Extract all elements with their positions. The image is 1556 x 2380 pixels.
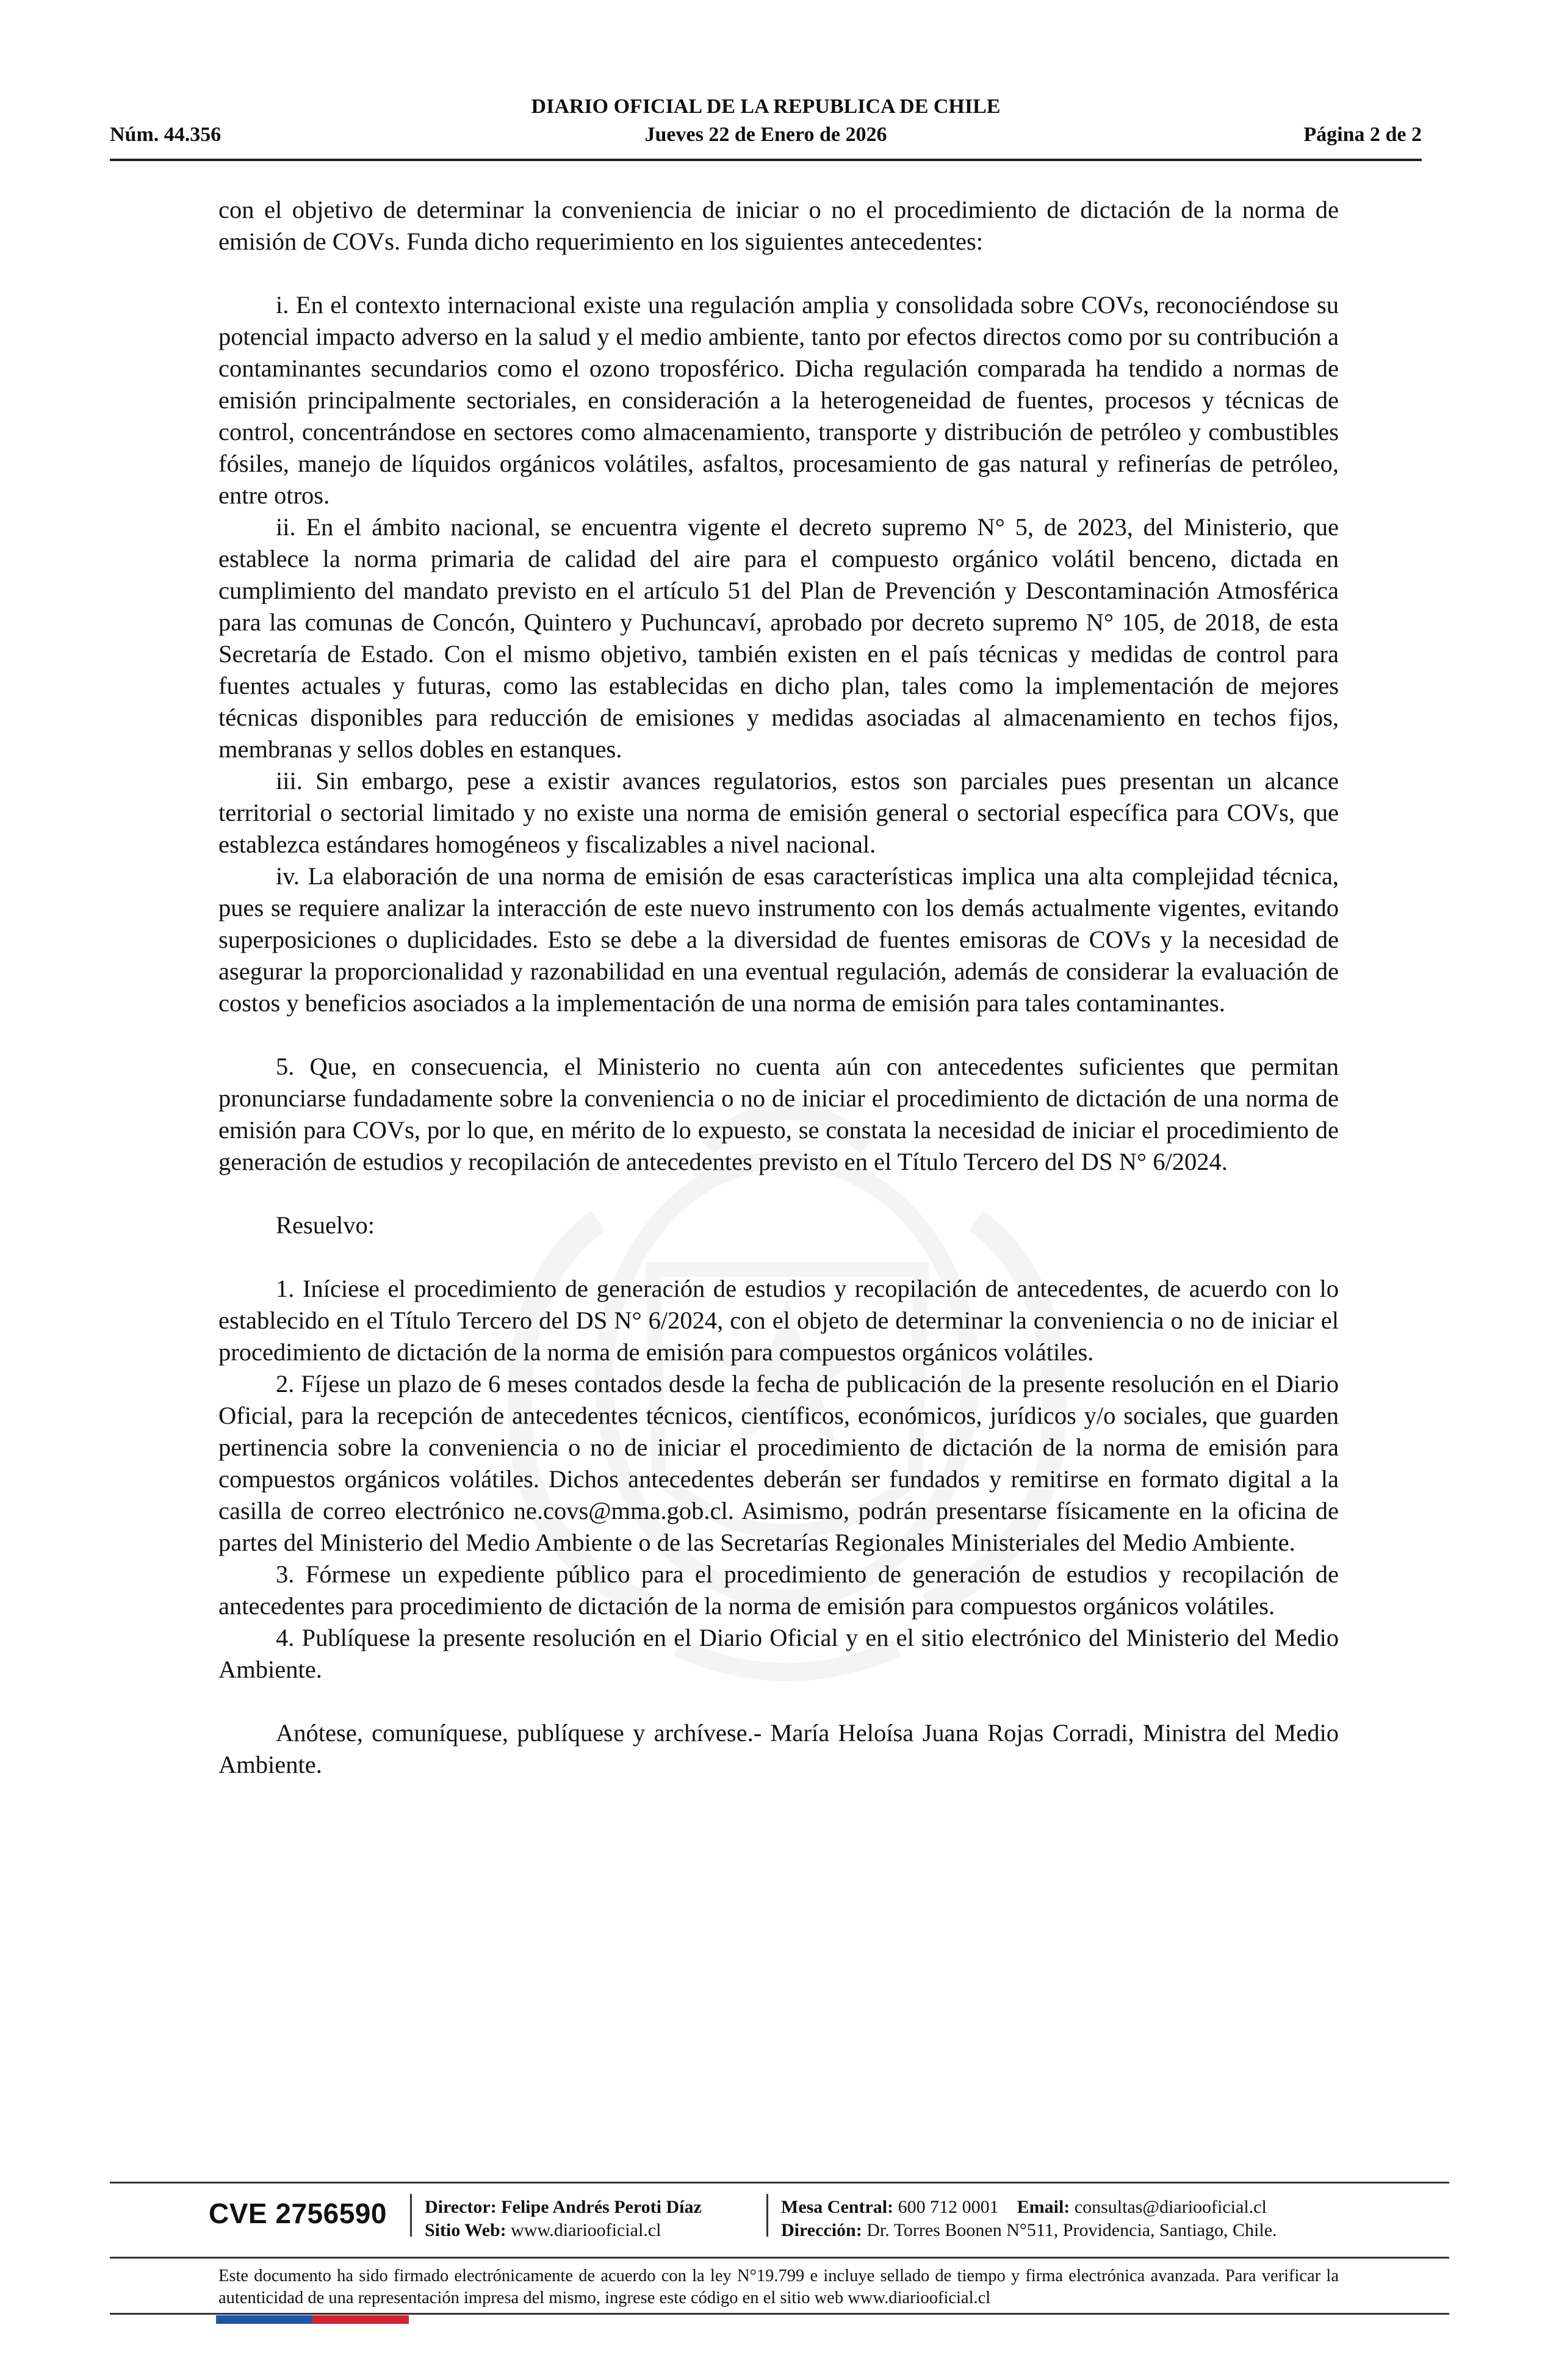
resolution-4: 4. Publíquese la presente resolución en el Diario Oficial y en el sitio electrónico del Ministerio del Medio Ambiente. [218, 1624, 1339, 1683]
email-label: Email: [1017, 2197, 1070, 2217]
issue-number: Núm. 44.356 [110, 123, 222, 146]
phone-value: 600 712 0001 [898, 2197, 999, 2217]
flag-red-segment [312, 2315, 409, 2324]
resolution-3: 3. Fórmese un expediente público para el procedimiento de generación de estudios y recopilación de antecedentes para procedimiento de dictación de la norma de emisión para compuestos orgánicos volátiles. [218, 1560, 1339, 1620]
publication-date: Jueves 22 de Enero de 2026 [644, 123, 887, 146]
cve-code: CVE 2756590 [209, 2198, 387, 2229]
resolution-2: 2. Fíjese un plazo de 6 meses contados desde la fecha de publicación de la presente resolución en el Diario Oficial, para la recepción de antecedentes técnicos, científicos, económicos, jurídicos y/o sociales, que guarden pertinencia sobre la conveniencia o no de iniciar el procedimiento de dictación de la norma de emisión para compuestos orgánicos volátiles. Dichos antecedentes deberán ser fundados y remitirse en formato digital a la casilla de correo electrónico ne.covs@mma.gob.cl. Asimismo, podrán presentarse físicamente en la oficina de partes del Ministerio del Medio Ambiente o de las Secretarías Regionales Ministeriales del Medio Ambiente. [218, 1370, 1339, 1556]
page-number: Página 2 de 2 [1303, 123, 1422, 146]
address-value: Dr. Torres Boonen N°511, Providencia, Santiago, Chile. [866, 2220, 1277, 2240]
document-body [218, 194, 1339, 1781]
antecedent-iii: iii. Sin embargo, pese a existir avances regulatorios, estos son parciales pues presentan un alcance territorial o sectorial limitado y no existe una norma de emisión general o sectorial específica para COVs, que establezca estándares homogéneos y fiscalizables a nivel nacional. [218, 767, 1339, 858]
director-name: Felipe Andrés Peroti Díaz [501, 2197, 702, 2217]
footer-director-block [425, 2196, 702, 2242]
considerando-5: 5. Que, en consecuencia, el Ministerio no cuenta aún con antecedentes suficientes que permitan pronunciarse fundadamente sobre la conveniencia o no de iniciar el procedimiento de dictación de una norma de emisión para COVs, por lo que, en mérito de lo expuesto, se constata la necesidad de iniciar el procedimiento de generación de estudios y recopilación de antecedentes previsto en el Título Tercero del DS N° 6/2024. [218, 1053, 1339, 1175]
website-link[interactable]: www.diariooficial.cl [511, 2220, 661, 2240]
flag-color-bar [216, 2315, 409, 2324]
resolution-1: 1. Iníciese el procedimiento de generación de estudios y recopilación de antecedentes, de acuerdo con lo establecido en el Título Tercero del DS N° 6/2024, con el objeto de determinar la conveniencia o no de iniciar el procedimiento de dictación de la norma de emisión para compuestos orgánicos volátiles. [218, 1275, 1339, 1366]
footer-mid-rule [110, 2257, 1449, 2259]
email-link[interactable]: consultas@diariooficial.cl [1074, 2197, 1267, 2217]
footer-top-rule [110, 2182, 1449, 2183]
publication-title: DIARIO OFICIAL DE LA REPUBLICA DE CHILE [531, 95, 1001, 118]
footer-divider [766, 2194, 768, 2237]
intro-paragraph: con el objetivo de determinar la conveniencia de iniciar o no el procedimiento de dictación de la norma de emisión de COVs. Funda dicho requerimiento en los siguientes antecedentes: [218, 196, 1339, 255]
closing-signature: Anótese, comuníquese, publíquese y archívese.- María Heloísa Juana Rojas Corradi, Ministra del Medio Ambiente. [218, 1719, 1339, 1778]
footer-bottom-rule [110, 2313, 1449, 2315]
legal-notice: Este documento ha sido firmado electrónicamente de acuerdo con la ley N°19.799 e incluye sellado de tiempo y firma electrónica avanzada. Para verificar la autenticidad de una representación impresa del mismo, ingrese este código en el sitio web www.diariooficial.cl [218, 2266, 1339, 2307]
antecedent-iv: iv. La elaboración de una norma de emisión de esas características implica una alta complejidad técnica, pues se requiere analizar la interacción de este nuevo instrumento con los demás actualmente vigentes, evitando superposiciones o duplicidades. Esto se debe a la diversidad de fuentes emisoras de COVs y la necesidad de asegurar la proporcionalidad y razonabilidad en una eventual regulación, además de considerar la evaluación de costos y beneficios asociados a la implementación de una norma de emisión para tales contaminantes. [218, 862, 1339, 1017]
antecedent-i: i. En el contexto internacional existe una regulación amplia y consolidada sobre COVs, reconociéndose su potencial impacto adverso en la salud y el medio ambiente, tanto por efectos directos como por su contribución a contaminantes secundarios como el ozono troposférico. Dicha regulación comparada ha tendido a normas de emisión principalmente sectoriales, en consideración a la heterogeneidad de fuentes, procesos y técnicas de control, concentrándose en sectores como almacenamiento, transporte y distribución de petróleo y combustibles fósiles, manejo de líquidos orgánicos volátiles, asfaltos, procesamiento de gas natural y refinerías de petróleo, entre otros. [218, 291, 1339, 509]
footer-divider [410, 2194, 412, 2237]
antecedent-ii: ii. En el ámbito nacional, se encuentra vigente el decreto supremo N° 5, de 2023, del Ministerio, que establece la norma primaria de calidad del aire para el compuesto orgánico volátil benceno, dictada en cumplimiento del mandato previsto en el artículo 51 del Plan de Prevención y Descontaminación Atmosférica para las comunas de Concón, Quintero y Puchuncaví, aprobado por decreto supremo N° 105, de 2018, de esta Secretaría de Estado. Con el mismo objetivo, también existen en el país técnicas y medidas de control para fuentes actuales y futuras, como las establecidas en dicho plan, tales como la implementación de mejores técnicas disponibles para reducción de emisiones y medidas asociadas al almacenamiento en techos fijos, membranas y sellos dobles en estanques. [218, 513, 1339, 763]
address-label: Dirección: [781, 2220, 862, 2240]
flag-blue-segment [216, 2315, 312, 2324]
resuelvo-heading: Resuelvo: [276, 1211, 375, 1239]
director-label: Director: [425, 2197, 497, 2217]
website-label: Sitio Web: [425, 2220, 506, 2240]
phone-label: Mesa Central: [781, 2197, 894, 2217]
footer-contact-block [781, 2196, 1277, 2242]
page-header [110, 92, 1422, 161]
